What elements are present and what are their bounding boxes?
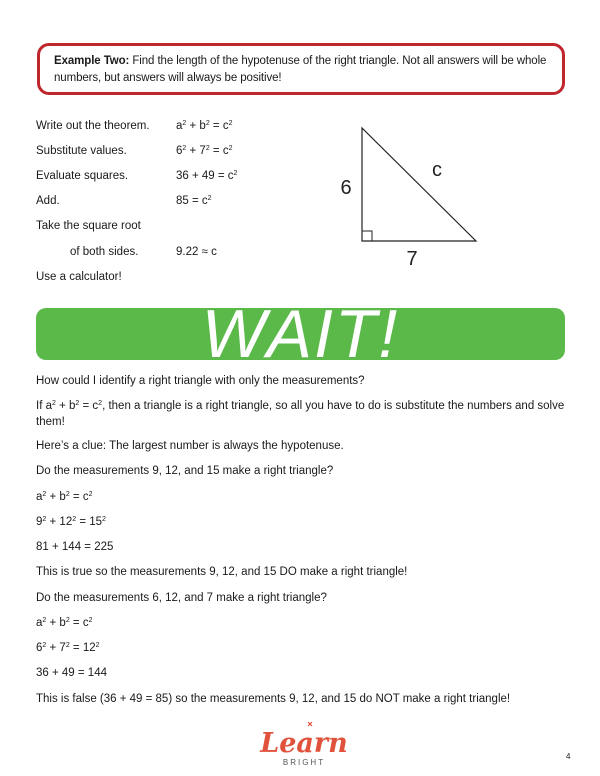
step-label: Take the square root [36, 220, 141, 232]
equation-line: $a^2 + b^2 = c^2$ [36, 491, 93, 503]
step-label: Write out the theorem. [36, 120, 150, 132]
page-number: 4 [566, 752, 571, 761]
step-equation: $6^2 + 7^2 = c^2$ [176, 145, 233, 157]
step-equation: 9.22 ≈ c [176, 246, 217, 258]
example-box [37, 43, 565, 95]
step-equation: $36 + 49 = c^2$ [176, 170, 238, 182]
learn-bright-logo [244, 722, 364, 768]
step-label: Add. [36, 195, 60, 207]
paragraph: This is true so the measurements 9, 12, and 15 DO make a right triangle! [36, 566, 408, 578]
example-text: Find the length of the hypotenuse of the right triangle. Not all answers will be whole numbers, but answers will always be positive! [54, 55, 547, 84]
equation-line: $6^2 + 7^2 = 12^2$ [36, 642, 100, 654]
paragraph: This is false (36 + 49 = 85) so the measurements 9, 12, and 15 do NOT make a right triangle! [36, 693, 511, 705]
step-label: Substitute values. [36, 145, 127, 157]
paragraph: How could I identify a right triangle with only the measurements? [36, 375, 365, 387]
hypotenuse-label: c [432, 159, 442, 181]
step-label: Evaluate squares. [36, 170, 129, 182]
equation-line: $9^2 + 12^2 = 15^2$ [36, 516, 106, 528]
triangle-outline [362, 128, 476, 241]
equation-line: 36 + 49 = 144 [36, 667, 107, 679]
step-label: Use a calculator! [36, 271, 122, 283]
side-b-label: 7 [406, 248, 418, 270]
equation-line: $a^2 + b^2 = c^2$ [36, 617, 93, 629]
logo-word: Learn [260, 728, 348, 759]
example-label: Example Two: [54, 55, 130, 67]
step-equation: $85 = c^2$ [176, 195, 212, 207]
paragraph: Do the measurements 9, 12, and 15 make a right triangle? [36, 465, 334, 477]
wait-banner [36, 308, 565, 360]
paragraph: Do the measurements 6, 12, and 7 make a right triangle? [36, 592, 327, 604]
step-equation: $a^2 + b^2 = c^2$ [176, 120, 233, 132]
right-angle-marker [362, 231, 372, 241]
logo-subtitle: BRIGHT [282, 758, 326, 767]
logo-spark-icon [308, 722, 312, 726]
right-triangle-diagram [330, 120, 500, 270]
paragraph: If $a^2 + b^2 = c^2$, then a triangle is a right triangle, so all you have to do is substitute the numbers and solve them! [36, 400, 565, 428]
equation-line: 81 + 144 = 225 [36, 541, 114, 553]
side-a-label: 6 [340, 177, 352, 199]
wait-banner-text: WAIT! [201, 308, 400, 360]
step-label: of both sides. [70, 246, 139, 258]
paragraph: Here’s a clue: The largest number is always the hypotenuse. [36, 440, 344, 452]
